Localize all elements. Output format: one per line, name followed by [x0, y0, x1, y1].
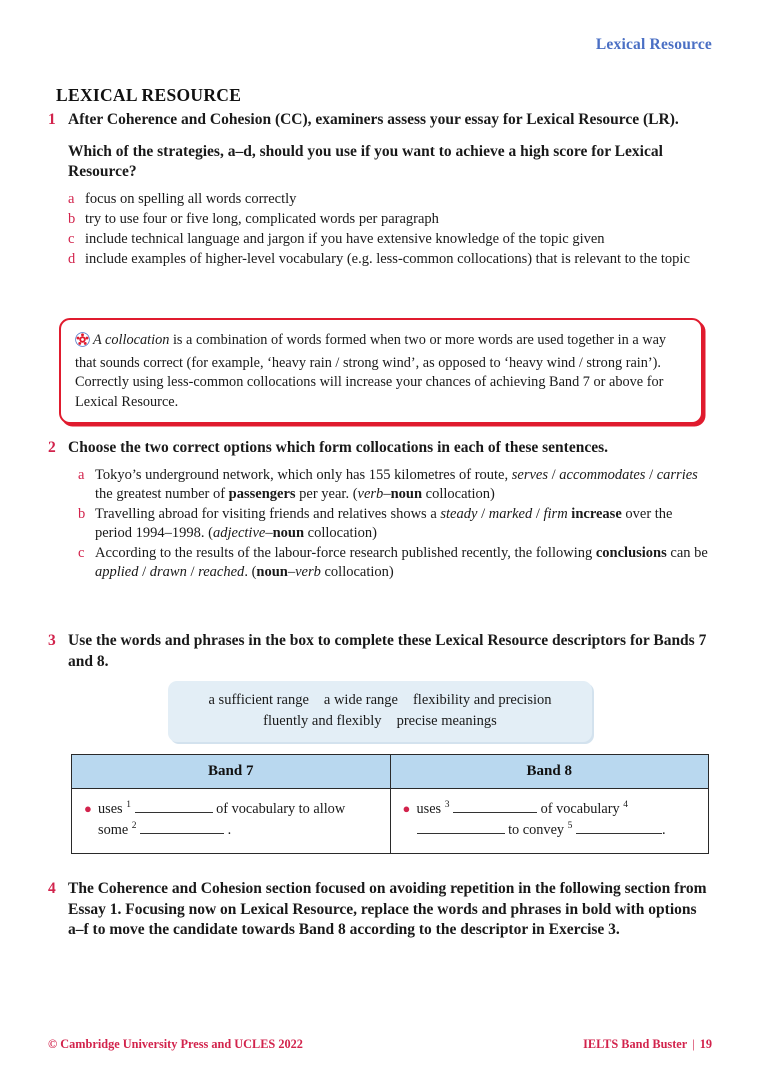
blank-field-2[interactable] [140, 833, 224, 834]
callout-body: is a combination of words formed when two or more words are used together in a way that sounds correct (for example, ‘heavy rain / strong wind’, as opposed to ‘heavy wind / strong rain’). Correctly using less-common collocations will increase your chances of achieving Band 7 or above for Lexical Resource. [75, 332, 667, 410]
running-head: Lexical Resource [595, 36, 712, 53]
exercise-1-stem [68, 110, 712, 183]
option-letter: d [68, 251, 76, 268]
word-bank-line-1 [182, 690, 578, 711]
word-bank-item[interactable]: fluently and flexibly [263, 713, 382, 730]
exercise-3-number: 3 [48, 632, 56, 649]
blank-number-4: 4 [623, 800, 628, 811]
word-bank-item[interactable]: a wide range [323, 692, 398, 708]
band7-pre: uses [98, 801, 123, 817]
page-footer [48, 1037, 712, 1052]
bullet-icon: ● [84, 801, 92, 816]
collocation-callout [59, 318, 703, 424]
list-item[interactable] [78, 505, 712, 543]
word-bank-item[interactable]: flexibility and precision [412, 692, 552, 708]
band8-mid2: to convey [508, 821, 565, 838]
exercise-4-stem [68, 879, 712, 941]
copyright-notice: © Cambridge University Press and UCLES 2022 [48, 1037, 303, 1051]
callout-text [75, 331, 687, 412]
gear-icon [75, 332, 90, 354]
exercise-2 [48, 438, 712, 583]
exercise-4-heading [48, 879, 712, 941]
band8-cell [390, 789, 709, 854]
item-letter: b [78, 505, 86, 522]
exercise-1-options [68, 190, 712, 270]
option-text: try to use four or five long, complicated words per paragraph [85, 210, 439, 227]
item-letter: c [78, 545, 85, 562]
item-text: According to the results of the labour-force research published recently, the following conclusions can be applied / drawn / reached. (noun–verb collocation) [95, 545, 708, 581]
page-title: LEXICAL RESOURCE [56, 84, 242, 105]
option-letter: c [68, 231, 75, 248]
band7-cell [72, 789, 391, 854]
book-title: IELTS Band Buster [583, 1037, 688, 1051]
blank-field-4[interactable] [417, 833, 505, 834]
exercise-1-number: 1 [48, 111, 56, 128]
option-letter: a [68, 190, 75, 207]
blank-field-5[interactable] [576, 833, 662, 834]
exercise-4 [48, 879, 712, 941]
exercise-2-heading [48, 438, 712, 459]
exercise-1-stem-line2: Which of the strategies, a–d, should you use if you want to achieve a high score for Lexical Resource? [68, 142, 663, 181]
list-item[interactable] [68, 250, 712, 269]
band7-descriptor [98, 799, 380, 840]
exercise-3-stem-text: Use the words and phrases in the box to complete these Lexical Resource descriptors for Bands 7 and 8. [68, 632, 707, 670]
item-text: Tokyo’s underground network, which only has 155 kilometres of route, serves / accommodates / carries the greatest number of passengers per year. (verb–noun collocation) [95, 466, 698, 502]
exercise-4-number: 4 [48, 880, 56, 897]
band8-descriptor [417, 799, 699, 840]
list-item[interactable] [68, 230, 712, 249]
blank-number-5: 5 [567, 820, 573, 831]
option-text: include technical language and jargon if you have extensive knowledge of the topic given [85, 231, 605, 248]
list-item[interactable] [78, 466, 712, 504]
blank-number-3: 3 [444, 800, 450, 811]
exercise-1 [48, 110, 712, 270]
exercise-2-stem [68, 438, 712, 459]
exercise-1-heading [48, 110, 712, 183]
exercise-4-stem-text: The Coherence and Cohesion section focused on avoiding repetition in the following section from Essay 1. Focusing now on Lexical Resource, replace the words and phrases in bold with options a–f to move the candidate towards Band 8 according to the descriptor in Exercise 3. [68, 880, 707, 939]
column-header-band8: Band 8 [390, 755, 709, 789]
blank-number-1: 1 [126, 800, 131, 811]
exercise-1-stem-line1: After Coherence and Cohesion (CC), examiners assess your essay for Lexical Resource (LR). [68, 111, 679, 128]
bullet-icon: ● [402, 801, 411, 816]
list-item[interactable] [78, 544, 712, 582]
exercise-3-heading [48, 631, 712, 672]
band7-end: . [227, 821, 232, 838]
page-number: 19 [699, 1037, 712, 1051]
table-header-row [72, 755, 709, 789]
option-text: include examples of higher-level vocabulary (e.g. less-common collocations) that is relevant to the topic [85, 251, 690, 268]
item-text: Travelling abroad for visiting friends and relatives shows a steady / marked / firm increase over the period 1994–1998. (adjective–noun collocation) [95, 505, 673, 541]
band-descriptor-table [71, 754, 709, 854]
exercise-2-number: 2 [48, 439, 56, 456]
exercise-3-stem [68, 631, 712, 672]
band8-pre: uses [416, 801, 442, 817]
band7-mid: of vocabulary to allow some [98, 801, 346, 838]
table-row [72, 789, 709, 854]
blank-field-3[interactable] [453, 812, 537, 813]
word-bank [168, 681, 592, 742]
footer-book-info [583, 1037, 712, 1052]
option-text: focus on spelling all words correctly [85, 190, 297, 207]
blank-number-2: 2 [131, 820, 137, 831]
exercise-2-items [78, 466, 712, 583]
item-letter: a [78, 466, 85, 483]
column-header-band7: Band 7 [72, 755, 391, 789]
list-item[interactable] [68, 190, 712, 209]
option-letter: b [68, 210, 76, 227]
word-bank-line-2 [182, 711, 578, 732]
list-item[interactable] [68, 210, 712, 229]
band8-end: . [661, 821, 666, 838]
word-bank-item[interactable]: precise meanings [396, 713, 497, 730]
callout-term: A collocation [93, 332, 170, 348]
exercise-3 [48, 631, 712, 672]
blank-field-1[interactable] [135, 812, 213, 813]
word-bank-item[interactable]: a sufficient range [208, 692, 309, 708]
footer-separator: | [692, 1037, 695, 1051]
exercise-2-stem-text: Choose the two correct options which form collocations in each of these sentences. [68, 439, 608, 456]
band8-mid1: of vocabulary [540, 801, 620, 817]
